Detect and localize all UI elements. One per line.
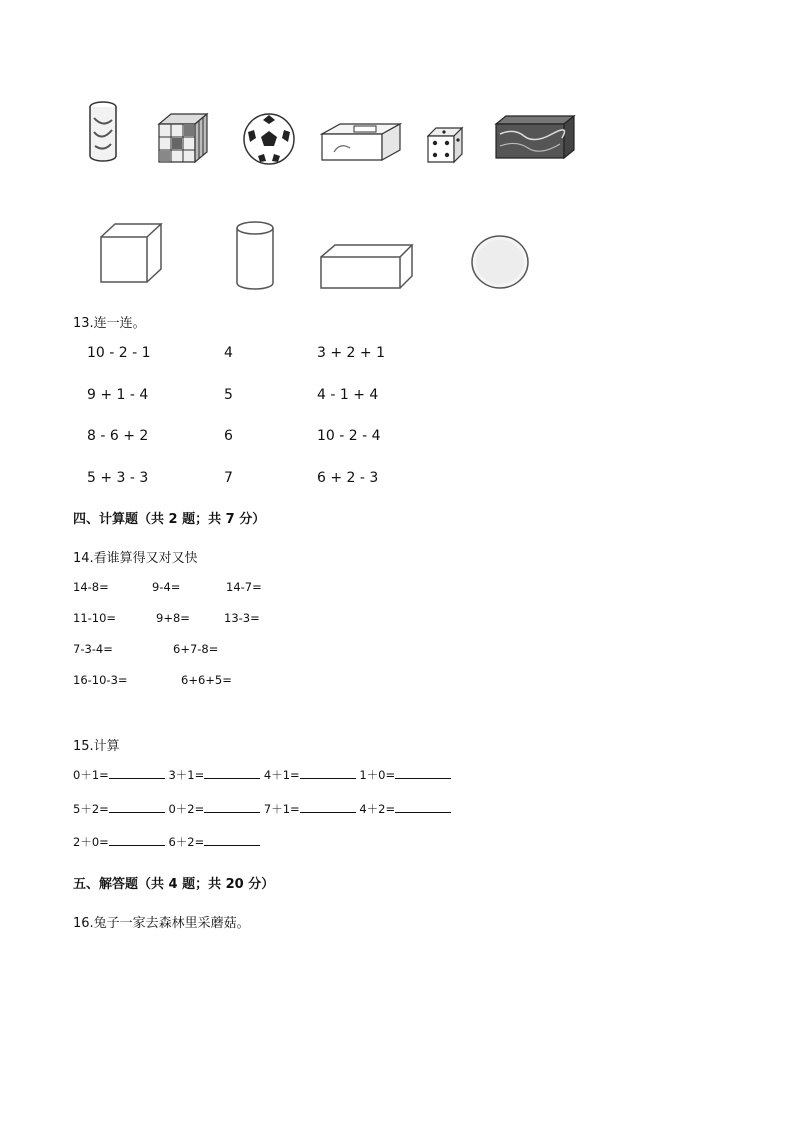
soccer-ball-icon — [242, 112, 296, 166]
answer-blank[interactable] — [300, 767, 356, 779]
rubiks-cube-icon — [155, 112, 211, 164]
problem: 0＋2= — [168, 802, 205, 816]
sphere-shape-icon — [470, 234, 530, 290]
list-item: 5 + 3 - 3 — [87, 470, 149, 486]
list-item: 3 + 2 + 1 — [317, 345, 385, 361]
problem: 11-10= — [73, 611, 117, 625]
problem: 4＋2= — [359, 802, 396, 816]
list-item: 10 - 2 - 1 — [87, 345, 151, 361]
section-heading: 五、解答题（共 4 题；共 20 分） — [73, 877, 275, 892]
problem: 14-8= — [73, 580, 109, 594]
q13-title: 13.连一连。 — [73, 316, 146, 331]
box-icon — [494, 114, 576, 160]
problem: 7＋1= — [263, 802, 300, 816]
dice-icon — [426, 126, 464, 164]
answer-blank[interactable] — [395, 801, 451, 813]
list-item: 4 — [224, 345, 233, 361]
list-item: 10 - 2 - 4 — [317, 428, 381, 444]
problem: 2＋0= — [73, 835, 109, 849]
q15-title: 15.计算 — [73, 739, 120, 754]
problem: 14-7= — [226, 580, 262, 594]
problem: 6+7-8= — [173, 642, 219, 656]
problem: 4＋1= — [263, 768, 300, 782]
problem: 3＋1= — [168, 768, 205, 782]
answer-blank[interactable] — [109, 767, 165, 779]
pencil-box-icon — [320, 120, 402, 164]
q15-row-3 — [73, 834, 260, 850]
cylinder-shape-icon — [234, 220, 276, 292]
cuboid-shape-icon — [318, 242, 414, 290]
problem: 9-4= — [152, 580, 181, 594]
list-item: 8 - 6 + 2 — [87, 428, 149, 444]
q14-title: 14.看谁算得又对又快 — [73, 551, 198, 566]
list-item: 9 + 1 - 4 — [87, 387, 149, 403]
section-heading: 四、计算题（共 2 题；共 7 分） — [73, 512, 266, 527]
answer-blank[interactable] — [395, 767, 451, 779]
list-item: 4 - 1 + 4 — [317, 387, 379, 403]
answer-blank[interactable] — [109, 834, 165, 846]
list-item: 6 + 2 - 3 — [317, 470, 379, 486]
can-icon — [86, 100, 120, 164]
problem: 9+8= — [156, 611, 190, 625]
list-item: 5 — [224, 387, 233, 403]
answer-blank[interactable] — [204, 834, 260, 846]
answer-blank[interactable] — [204, 767, 260, 779]
q16-title: 16.兔子一家去森林里采蘑菇。 — [73, 916, 250, 931]
problem: 0＋1= — [73, 768, 109, 782]
cube-shape-icon — [98, 222, 164, 284]
problem: 6+6+5= — [181, 673, 232, 687]
problem: 1＋0= — [359, 768, 396, 782]
problem: 6＋2= — [168, 835, 205, 849]
problem: 5＋2= — [73, 802, 109, 816]
answer-blank[interactable] — [109, 801, 165, 813]
list-item: 6 — [224, 428, 233, 444]
answer-blank[interactable] — [204, 801, 260, 813]
answer-blank[interactable] — [300, 801, 356, 813]
q15-row-2 — [73, 801, 451, 817]
problem: 13-3= — [224, 611, 260, 625]
problem: 16-10-3= — [73, 673, 128, 687]
list-item: 7 — [224, 470, 233, 486]
q15-row-1 — [73, 767, 451, 783]
problem: 7-3-4= — [73, 642, 113, 656]
